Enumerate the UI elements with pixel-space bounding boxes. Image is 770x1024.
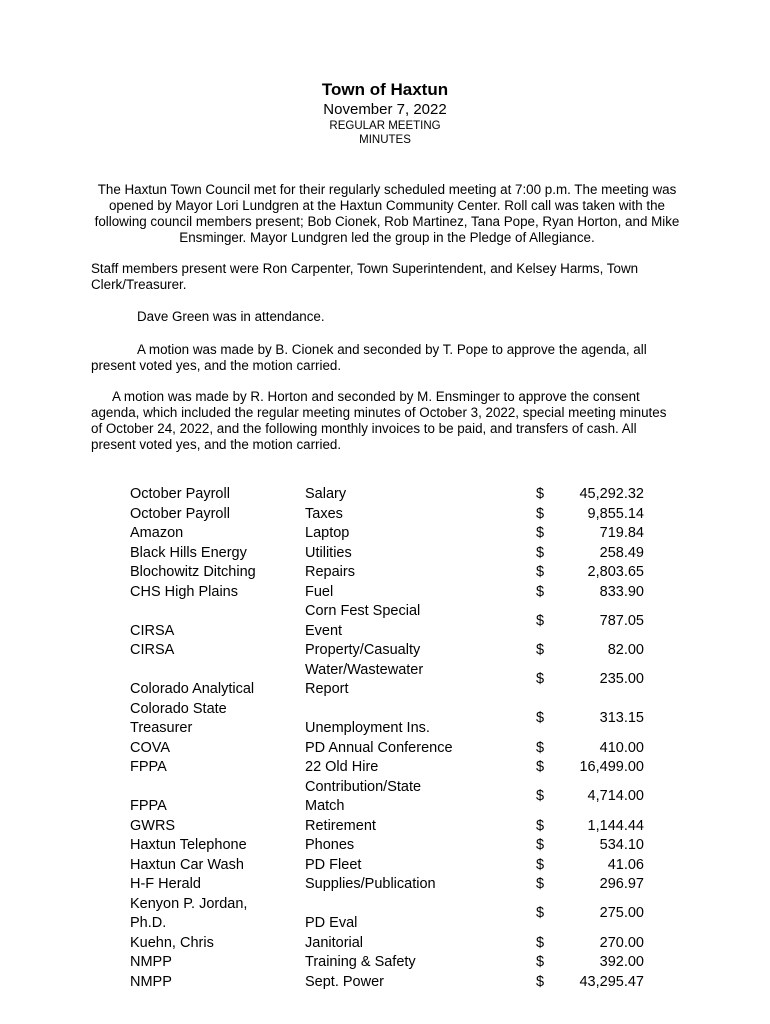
invoice-vendor-line: COVA <box>130 739 171 756</box>
invoice-description <box>305 602 495 641</box>
invoice-vendor <box>130 973 300 993</box>
invoice-description <box>305 563 495 583</box>
invoice-row <box>0 661 770 700</box>
invoice-vendor <box>130 739 300 759</box>
invoice-currency: $ <box>535 973 545 990</box>
invoice-description <box>305 583 495 603</box>
invoice-description <box>305 856 495 876</box>
invoice-amount: 235.00 <box>599 671 644 688</box>
invoice-amount: 258.49 <box>599 544 644 561</box>
invoice-row <box>0 817 770 837</box>
invoice-vendor <box>130 700 300 739</box>
invoice-vendor <box>130 622 300 642</box>
invoice-currency: $ <box>535 905 545 922</box>
invoice-description-line: Property/Casualty <box>305 642 421 658</box>
consent-motion-paragraph: A motion was made by R. Horton and seconded by M. Ensminger to approve the consent agenda, which included the regular meeting minutes of October 3, 2022, special meeting minutes of October 24, 2022, and the following monthly invoices to be paid, and transfers of cash. All present voted yes, and the motion carried. <box>91 389 667 452</box>
invoice-row <box>0 836 770 856</box>
invoice-vendor-line: FPPA <box>130 759 167 775</box>
invoice-row <box>0 934 770 954</box>
invoice-vendor-line: Haxtun Telephone <box>130 837 247 853</box>
invoice-amount: 270.00 <box>599 934 644 951</box>
invoice-row <box>0 778 770 817</box>
invoice-description <box>305 485 495 505</box>
invoice-description-line: Fuel <box>305 583 334 600</box>
invoice-description-line: Laptop <box>305 525 350 541</box>
invoice-amount: 392.00 <box>599 954 644 970</box>
invoice-vendor <box>130 563 300 583</box>
invoice-vendor-line: H-F Herald <box>130 876 201 892</box>
invoice-description <box>305 875 495 895</box>
invoice-vendor-line: NMPP <box>130 973 172 990</box>
invoice-vendor-line: October Payroll <box>130 505 230 522</box>
invoice-currency: $ <box>535 739 545 756</box>
invoice-amount: 2,803.65 <box>587 564 644 580</box>
invoice-currency: $ <box>535 564 545 580</box>
invoice-description <box>305 817 495 837</box>
meeting-date: November 7, 2022 <box>323 101 447 118</box>
invoice-amount: 313.15 <box>599 710 644 727</box>
invoice-description <box>305 719 495 739</box>
invoice-row <box>0 505 770 525</box>
invoice-description-line: PD Annual Conference <box>305 739 453 756</box>
invoice-amount: 4,714.00 <box>587 788 644 805</box>
invoice-vendor <box>130 524 300 544</box>
meeting-type: REGULAR MEETING <box>329 120 441 132</box>
invoice-vendor-line: GWRS <box>130 817 176 834</box>
invoice-vendor-line: Kuehn, Chris <box>130 934 214 951</box>
invoice-description-line: Sept. Power <box>305 973 384 990</box>
invoice-description-line: Salary <box>305 486 347 502</box>
invoice-amount: 534.10 <box>599 837 644 853</box>
invoice-amount: 296.97 <box>599 876 644 892</box>
invoice-vendor <box>130 797 300 817</box>
invoice-description <box>305 778 495 817</box>
invoice-currency: $ <box>535 856 545 873</box>
invoice-currency: $ <box>535 486 545 502</box>
invoice-row <box>0 563 770 583</box>
invoice-currency: $ <box>535 954 545 970</box>
invoice-vendor <box>130 856 300 876</box>
invoice-currency: $ <box>535 544 545 561</box>
invoice-description <box>305 758 495 778</box>
invoice-description-line: Unemployment Ins. <box>305 720 430 736</box>
invoice-amount: 16,499.00 <box>579 759 644 775</box>
invoice-vendor <box>130 817 300 837</box>
invoice-vendor-line: Black Hills Energy <box>130 544 247 561</box>
invoice-description <box>305 739 495 759</box>
invoice-description <box>305 505 495 525</box>
invoice-description-line: Retirement <box>305 817 376 834</box>
invoice-row <box>0 700 770 739</box>
invoice-currency: $ <box>535 876 545 892</box>
invoice-currency: $ <box>535 671 545 688</box>
invoice-row <box>0 485 770 505</box>
invoice-row <box>0 641 770 661</box>
invoice-description-line: Training & Safety <box>305 954 416 970</box>
invoice-description-line: 22 Old Hire <box>305 759 379 775</box>
agenda-motion-paragraph: A motion was made by B. Cionek and seconded by T. Pope to approve the agenda, all present voted yes, and the motion carried. <box>91 342 647 373</box>
invoice-vendor <box>130 485 300 505</box>
invoice-currency: $ <box>535 817 545 834</box>
invoice-amount: 410.00 <box>599 739 644 756</box>
invoice-vendor <box>130 836 300 856</box>
invoice-row <box>0 973 770 993</box>
invoice-description <box>305 524 495 544</box>
invoice-vendor <box>130 505 300 525</box>
staff-paragraph: Staff members present were Ron Carpenter, Town Superintendent, and Kelsey Harms, Town Clerk/Treasurer. <box>91 261 639 292</box>
invoice-description-line: Event <box>305 622 343 639</box>
invoice-amount: 43,295.47 <box>579 973 644 990</box>
invoice-description-line: Phones <box>305 837 355 853</box>
invoice-row <box>0 583 770 603</box>
invoice-description-line: Report <box>305 681 349 697</box>
invoice-currency: $ <box>535 505 545 522</box>
invoice-vendor-line: CHS High Plains <box>130 583 238 600</box>
invoice-description-line: Janitorial <box>305 934 364 951</box>
invoice-amount: 9,855.14 <box>587 505 644 522</box>
invoice-currency: $ <box>535 642 545 658</box>
invoice-vendor-line: Colorado Analytical <box>130 681 255 697</box>
invoice-description <box>305 661 495 700</box>
invoice-currency: $ <box>535 710 545 727</box>
page-title: Town of Haxtun <box>321 80 449 99</box>
invoice-amount: 833.90 <box>599 583 644 600</box>
invoice-vendor-line: NMPP <box>130 954 172 970</box>
invoice-amount: 45,292.32 <box>579 486 644 502</box>
invoice-vendor-line: Blochowitz Ditching <box>130 564 256 580</box>
invoice-row <box>0 544 770 564</box>
invoice-vendor <box>130 583 300 603</box>
invoice-currency: $ <box>535 759 545 775</box>
invoice-description <box>305 953 495 973</box>
invoice-vendor-line: CIRSA <box>130 642 175 658</box>
invoice-description <box>305 544 495 564</box>
invoice-vendor <box>130 953 300 973</box>
invoice-row <box>0 602 770 641</box>
invoice-description-line: Match <box>305 798 345 814</box>
invoice-vendor-line: October Payroll <box>130 486 230 502</box>
invoice-currency: $ <box>535 612 545 629</box>
invoice-vendor-line: Colorado State <box>130 700 227 717</box>
invoice-amount: 1,144.44 <box>587 817 644 834</box>
invoice-currency: $ <box>535 837 545 853</box>
attendance-paragraph: Dave Green was in attendance. <box>137 309 325 324</box>
invoice-vendor <box>130 641 300 661</box>
invoice-currency: $ <box>535 583 545 600</box>
invoice-row <box>0 856 770 876</box>
invoice-row <box>0 895 770 934</box>
invoice-vendor-line: Treasurer <box>130 720 193 736</box>
opening-paragraph: The Haxtun Town Council met for their regularly scheduled meeting at 7:00 p.m. The meeting was opened by Mayor Lori Lundgren at the Haxtun Community Center. Roll call was taken with the following council members present; Bob Cionek, Rob Martinez, Tana Pope, Ryan Horton, and Mike Ensminger. Mayor Lundgren led the group in the Pledge of Allegiance. <box>94 182 680 245</box>
invoice-description-line: Repairs <box>305 564 355 580</box>
invoice-vendor-line: FPPA <box>130 798 167 814</box>
invoice-vendor <box>130 544 300 564</box>
invoice-amount: 787.05 <box>599 612 644 629</box>
invoice-vendor <box>130 758 300 778</box>
invoice-description-line: Corn Fest Special <box>305 603 421 619</box>
invoice-description-line: Taxes <box>305 505 343 522</box>
invoice-description-line: Contribution/State <box>305 778 422 795</box>
invoice-vendor <box>130 680 300 700</box>
invoice-currency: $ <box>535 934 545 951</box>
invoice-vendor-line: Kenyon P. Jordan, <box>130 895 248 912</box>
invoice-currency: $ <box>535 788 545 805</box>
invoice-row <box>0 875 770 895</box>
invoice-row <box>0 758 770 778</box>
invoice-amount: 719.84 <box>599 525 644 541</box>
invoice-amount: 275.00 <box>599 905 644 922</box>
invoice-vendor-line: CIRSA <box>130 622 175 639</box>
invoice-description <box>305 641 495 661</box>
invoice-description <box>305 973 495 993</box>
invoice-vendor-line: Haxtun Car Wash <box>130 856 244 873</box>
invoice-description <box>305 934 495 954</box>
invoice-vendor <box>130 895 300 934</box>
invoice-currency: $ <box>535 525 545 541</box>
invoice-amount: 41.06 <box>607 856 644 873</box>
invoice-description-line: PD Fleet <box>305 856 362 873</box>
invoice-description-line: Utilities <box>305 544 352 561</box>
invoice-description-line: Water/Wastewater <box>305 661 424 678</box>
invoice-amount: 82.00 <box>607 642 644 658</box>
invoice-vendor <box>130 875 300 895</box>
invoice-row <box>0 739 770 759</box>
invoice-vendor-line: Ph.D. <box>130 915 167 931</box>
invoice-description <box>305 836 495 856</box>
invoice-vendor <box>130 934 300 954</box>
invoice-row <box>0 953 770 973</box>
invoice-description-line: PD Eval <box>305 915 358 931</box>
invoice-description <box>305 914 495 934</box>
document-type: MINUTES <box>359 134 411 146</box>
invoice-description-line: Supplies/Publication <box>305 876 436 892</box>
invoice-vendor-line: Amazon <box>130 525 184 541</box>
invoice-row <box>0 524 770 544</box>
